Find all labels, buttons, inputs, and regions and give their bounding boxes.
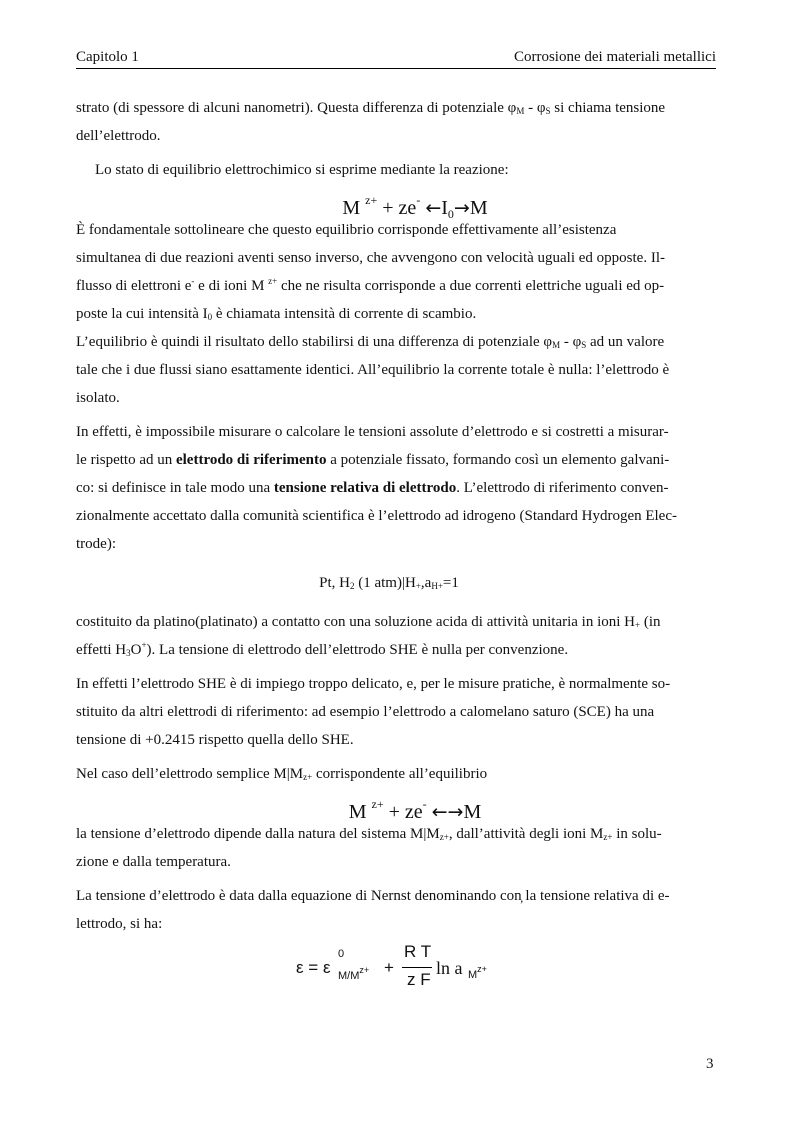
nernst-equation: ε = ε 0 $M/M^{z+}$ + R T z F ln a $M^{z+}$ xyxy=(296,942,487,989)
p3-line-5: L’equilibrio è quindi il risultato dello stabilirsi di una differenza di potenziale $\varphi_M - \varphi_S$ ad un valore xyxy=(76,334,665,350)
p3-line-4: poste la cui intensità $I_0$ è chiamata intensità di corrente di scambio. xyxy=(76,306,477,322)
equation-equilibrium-2: M $^{z+}$ + ze- ←→M xyxy=(348,797,482,823)
page-body xyxy=(76,94,716,938)
chapter-label: Capitolo 1 xyxy=(76,49,139,65)
p6-line-2: stituito da altri elettrodi di riferimento: ad esempio l’elettrodo a calomelano saturo (SCE) ha una xyxy=(76,704,655,720)
equation-equilibrium-1: M $^{z+}$ + ze- $\leftarrow I_0\to M$ xyxy=(342,193,488,221)
p9-line-1: La tensione d’elettrodo è data dalla equazione di Nernst denominando con̦ la tensione relativa di e- xyxy=(76,888,670,904)
p3-line-3: flusso di elettroni e- e di ioni M $^{z+}$ che ne risulta corrisponde a due correnti elettriche uguali ed op- xyxy=(76,276,665,294)
p8-line-2: zione e dalla temperatura. xyxy=(76,854,231,870)
p5-line-2: effetti $H_3O^+$). La tensione di elettrodo dell’elettrodo SHE è nulla per convenzione. xyxy=(76,640,569,658)
p4-line-3: co: si definisce in tale modo una tensione relativa di elettrodo. L’elettrodo di riferimento conven- xyxy=(76,480,669,496)
p3-line-2: simultanea di due reazioni aventi senso inverso, che avvengono con velocità uguali ed opposte. Il- xyxy=(76,250,665,266)
fraction-bar xyxy=(402,967,432,968)
p1-line-1: strato (di spessore di alcuni nanometri). Questa differenza di potenziale $\varphi_M - \varphi_S$ si chiama tensione xyxy=(76,100,666,116)
p3-line-7: isolato. xyxy=(76,390,120,406)
p6-line-1: In effetti l’elettrodo SHE è di impiego troppo delicato, e, per le misure pratiche, è normalmente so- xyxy=(76,676,671,692)
p6-line-3: tensione di +0.2415 rispetto quella dello SHE. xyxy=(76,732,354,748)
chapter-title: Corrosione dei materiali metallici xyxy=(513,49,716,65)
p3-line-6: tale che i due flussi siano esattamente identici. All’equilibrio la corrente totale è nulla: l’elettrodo è xyxy=(76,362,670,378)
p4-line-4: zionalmente accettato dalla comunità scientifica è l’elettrodo ad idrogeno (Standard Hydrogen Elec- xyxy=(76,508,677,524)
p4-line-2: le rispetto ad un elettrodo di riferimento a potenziale fissato, formando così un elemento galvani- xyxy=(76,452,670,468)
p8-line-1: la tensione d’elettrodo dipende dalla natura del sistema $M|M_{z+}$, dall’attività degli ioni $M_{z+}$ in solu- xyxy=(76,826,662,842)
p2-line-1: Lo stato di equilibrio elettrochimico si esprime mediante la reazione: xyxy=(95,162,509,178)
page-header xyxy=(76,48,716,69)
page-number: 3 xyxy=(706,1056,714,1072)
she-electrode-notation: Pt, $H_2$ (1 $atm)|H_+,a_{H+}=1$ xyxy=(319,575,459,591)
p9-line-2: lettrodo, si ha: xyxy=(76,916,163,932)
p4-line-5: trode): xyxy=(76,536,116,552)
p1-line-2: dell’elettrodo. xyxy=(76,128,161,144)
p3-line-1: È fondamentale sottolineare che questo equilibrio corrisponde effettivamente all’esistenza xyxy=(76,222,617,238)
p7-line-1: Nel caso dell’elettrodo semplice $M|M_{z+}$ corrispondente all’equilibrio xyxy=(76,766,488,782)
p4-line-1: In effetti, è impossibile misurare o calcolare le tensioni assolute d’elettrodo e si costretti a misurar- xyxy=(76,424,669,440)
p5-line-1: costituito da platino(platinato) a contatto con una soluzione acida di attività unitaria in ioni $H_+$ (in xyxy=(76,614,661,630)
